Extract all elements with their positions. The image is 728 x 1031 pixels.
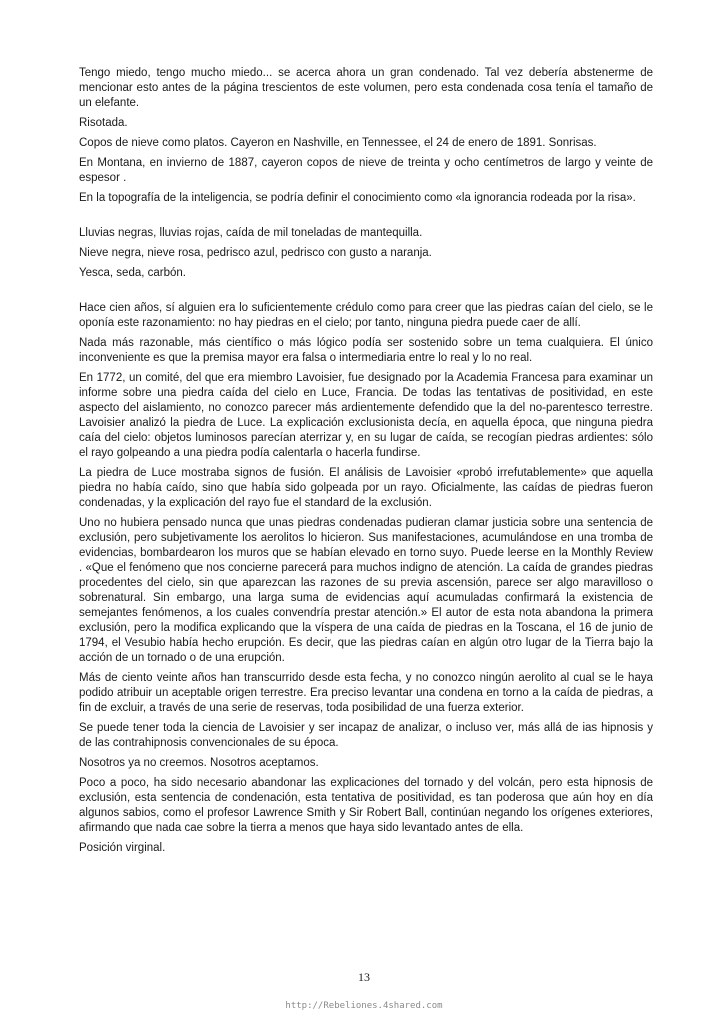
paragraph: Tengo miedo, tengo mucho miedo... se acerca ahora un gran condenado. Tal vez debería abstenerme de mencionar esto antes de la página trescientos de este volumen, pero esta condenada cosa tenía el tamaño de un elefante. [79,67,653,109]
paragraph: En Montana, en invierno de 1887, cayeron copos de nieve de treinta y ocho centímetros de largo y veinte de espesor . [79,157,653,184]
body-text [79,66,653,861]
paragraph: Uno no hubiera pensado nunca que unas piedras condenadas pudieran clamar justicia sobre una sentencia de exclusión, pero subjetivamente los aerolitos lo hicieron. Sus manifestaciones, acumulándose en una tromba de evidencias, bombardearon los muros que se habían elevado en torno suyo. Puede leerse en la Monthly Review . «Que el fenómeno que nos concierne parecerá para muchos indigno de atención. La caída de grandes piedras procedentes del cielo, sin que aparezcan las razones de su previa ascensión, parece ser algo maravilloso o sobrenatural. Sin embargo, una larga suma de evidencias aquí acumuladas confirmará la existencia de semejantes fenómenos, a los cuales convendría prestar atención.» El autor de esta nota abandona la primera exclusión, pero la modifica explicando que la víspera de una caída de piedras en la Toscana, el 16 de junio de 1794, el Vesubio había hecho erupción. Es decir, que las piedras caían en algún otro lugar de la Tierra bajo la acción de un tornado o de una erupción. [79,517,653,664]
paragraph: Poco a poco, ha sido necesario abandonar las explicaciones del tornado y del volcán, pero esta hipnosis de exclusión, esta sentencia de condenación, esta tentativa de positividad, es tan poderosa que aún hoy en día algunos sabios, como el profesor Lawrence Smith y Sir Robert Ball, continúan negando los orígenes exteriores, afirmando que nada cae sobre la tierra a menos que haya sido levantado antes de ella. [79,777,653,834]
paragraph: Se puede tener toda la ciencia de Lavoisier y ser incapaz de analizar, o incluso ver, más allá de ias hipnosis y de las contrahipnosis convencionales de su época. [79,722,653,749]
paragraph: Yesca, seda, carbón. [79,267,186,279]
paragraph: Hace cien años, sí alguien era lo suficientemente crédulo como para creer que las piedras caían del cielo, se le oponía este razonamiento: no hay piedras en el cielo; por tanto, ninguna piedra puede caer de allí. [79,302,653,329]
paragraph: Nosotros ya no creemos. Nosotros aceptamos. [79,757,319,769]
paragraph: Posición virginal. [79,842,166,854]
page-number: 13 [358,970,370,984]
paragraph: En la topografía de la inteligencia, se podría definir el conocimiento como «la ignorancia rodeada por la risa». [79,192,636,204]
footer-url: http://Rebeliones.4shared.com [285,1001,443,1011]
paragraph: Risotada. [79,117,128,129]
paragraph: La piedra de Luce mostraba signos de fusión. El análisis de Lavoisier «probó irrefutablemente» que aquella piedra no había caído, sino que había sido golpeada por un rayo. Oficialmente, las caídas de piedras fueron condenadas, y la explicación del rayo fue el standard de la exclusión. [79,467,653,509]
paragraph: En 1772, un comité, del que era miembro Lavoisier, fue designado por la Academia Francesa para examinar un informe sobre una piedra caída del cielo en Luce, Francia. De todas las tentativas de positividad, en este aspecto del aislamiento, no conozco parecer más ardientemente defendido que la del no-parentesco terrestre. Lavoisier analizó la piedra de Luce. La explicación exclusionista decía, en aquella época, que ninguna piedra caía del cielo: objetos luminosos parecían aterrizar y, en su lugar de caída, se recogían piedras ardientes: sólo el rayo golpeando a una piedra podía calentarla o hacerla fundirse. [79,372,653,459]
paragraph: Copos de nieve como platos. Cayeron en Nashville, en Tennessee, el 24 de enero de 1891. Sonrisas. [79,137,597,149]
paragraph: Nada más razonable, más científico o más lógico podía ser sostenido sobre un tema cualquiera. El único inconveniente es que la premisa mayor era falsa o intermediaria entre lo real y lo no real. [79,337,653,364]
paragraph: Lluvias negras, lluvias rojas, caída de mil toneladas de mantequilla. [79,227,423,239]
paragraph: Más de ciento veinte años han transcurrido desde esta fecha, y no conozco ningún aerolito al cual se le haya podido atribuir un aceptable origen terrestre. Era preciso levantar una condena en torno a la caída de piedras, a fin de excluir, a través de una serie de reservas, toda posibilidad de una fuerza exterior. [79,672,653,714]
paragraph: Nieve negra, nieve rosa, pedrisco azul, pedrisco con gusto a naranja. [79,247,432,259]
